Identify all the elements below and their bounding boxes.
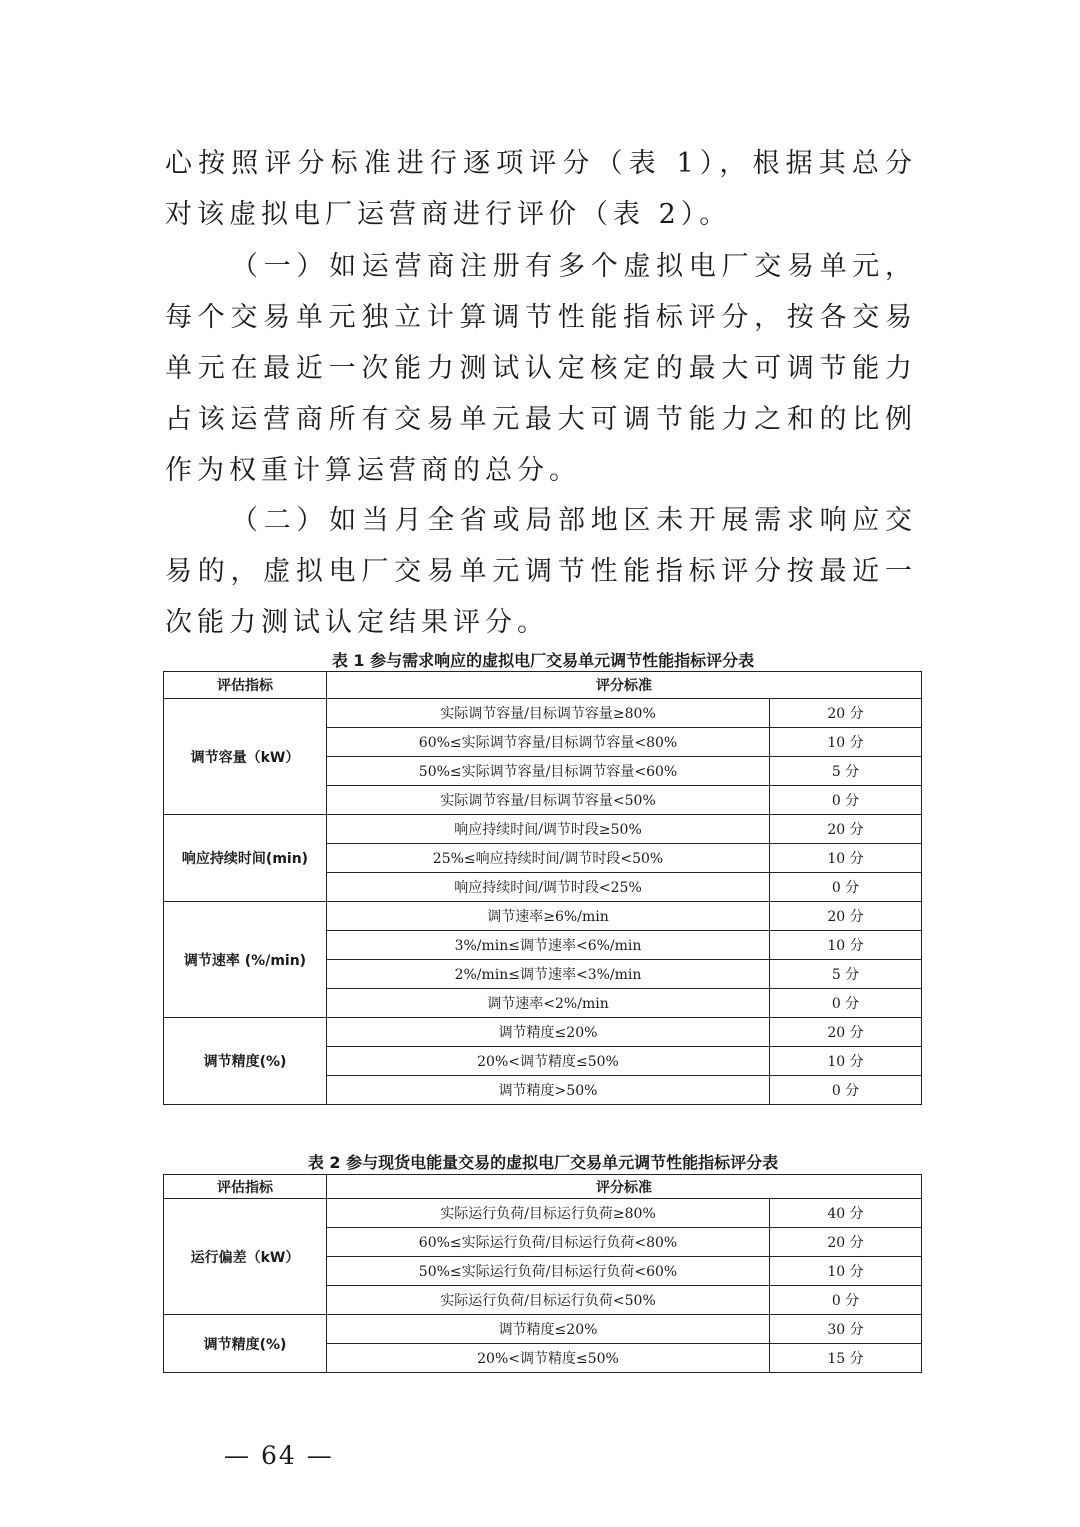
criterion-cell: 3%/min≤调节速率<6%/min <box>327 931 770 960</box>
criterion-cell: 调节速率≥6%/min <box>327 902 770 931</box>
criterion-cell: 实际运行负荷/目标运行负荷<50% <box>327 1286 770 1315</box>
table-row <box>164 699 922 728</box>
criterion-cell: 25%≤响应持续时间/调节时段<50% <box>327 844 770 873</box>
table-row <box>164 902 922 931</box>
criterion-cell: 2%/min≤调节速率<3%/min <box>327 960 770 989</box>
criterion-cell: 调节精度≤20% <box>327 1018 770 1047</box>
body-paragraph-3: （二）如当月全省或局部地区未开展需求响应交易的，虚拟电厂交易单元调节性能指标评分按最近一次能力测试认定结果评分。 <box>165 505 917 638</box>
indicator-cell: 调节容量（kW） <box>164 699 327 815</box>
criterion-cell: 20%<调节精度≤50% <box>327 1344 770 1373</box>
score-cell: 20 分 <box>770 1018 922 1047</box>
indicator-cell: 调节精度(%) <box>164 1315 327 1373</box>
score-cell: 0 分 <box>770 873 922 902</box>
header-standard: 评分标准 <box>327 1175 922 1199</box>
indicator-cell: 调节速率 (%/min) <box>164 902 327 1018</box>
score-cell: 20 分 <box>770 815 922 844</box>
score-cell: 20 分 <box>770 1228 922 1257</box>
table-row <box>164 1018 922 1047</box>
score-cell: 15 分 <box>770 1344 922 1373</box>
indicator-cell: 响应持续时间(min) <box>164 815 327 902</box>
criterion-cell: 响应持续时间/调节时段<25% <box>327 873 770 902</box>
criterion-cell: 响应持续时间/调节时段≥50% <box>327 815 770 844</box>
table-row <box>164 1199 922 1228</box>
body-paragraph-1: 心按照评分标准进行逐项评分（表 1），根据其总分对该虚拟电厂运营商进行评价（表 2）。 <box>165 148 917 230</box>
score-cell: 10 分 <box>770 1257 922 1286</box>
criterion-cell: 实际调节容量/目标调节容量≥80% <box>327 699 770 728</box>
header-indicator: 评估指标 <box>164 672 327 699</box>
criterion-cell: 调节精度≤20% <box>327 1315 770 1344</box>
score-cell: 10 分 <box>770 931 922 960</box>
page-number: — 64 — <box>224 1441 334 1470</box>
table1-caption: 表 1 参与需求响应的虚拟电厂交易单元调节性能指标评分表 <box>331 651 755 670</box>
score-cell: 10 分 <box>770 728 922 757</box>
score-cell: 10 分 <box>770 844 922 873</box>
score-cell: 40 分 <box>770 1199 922 1228</box>
table-row <box>164 1315 922 1344</box>
indicator-cell: 调节精度(%) <box>164 1018 327 1105</box>
table-header-row <box>164 672 922 699</box>
table1 <box>163 671 922 1105</box>
score-cell: 5 分 <box>770 757 922 786</box>
criterion-cell: 调节精度>50% <box>327 1076 770 1105</box>
score-cell: 0 分 <box>770 1076 922 1105</box>
criterion-cell: 20%<调节精度≤50% <box>327 1047 770 1076</box>
header-indicator: 评估指标 <box>164 1175 327 1199</box>
table-row <box>164 815 922 844</box>
header-standard: 评分标准 <box>327 672 922 699</box>
score-cell: 20 分 <box>770 699 922 728</box>
table-header-row <box>164 1175 922 1199</box>
criterion-cell: 50%≤实际运行负荷/目标运行负荷<60% <box>327 1257 770 1286</box>
score-cell: 0 分 <box>770 786 922 815</box>
body-paragraph-2: （一）如运营商注册有多个虚拟电厂交易单元，每个交易单元独立计算调节性能指标评分，按各交易单元在最近一次能力测试认定核定的最大可调节能力占该运营商所有交易单元最大可调节能力之和的比例作为权重计算运营商的总分。 <box>165 251 917 486</box>
table2 <box>163 1174 922 1373</box>
indicator-cell: 运行偏差（kW） <box>164 1199 327 1315</box>
criterion-cell: 实际调节容量/目标调节容量<50% <box>327 786 770 815</box>
score-cell: 5 分 <box>770 960 922 989</box>
score-cell: 20 分 <box>770 902 922 931</box>
criterion-cell: 50%≤实际调节容量/目标调节容量<60% <box>327 757 770 786</box>
criterion-cell: 60%≤实际运行负荷/目标运行负荷<80% <box>327 1228 770 1257</box>
criterion-cell: 实际运行负荷/目标运行负荷≥80% <box>327 1199 770 1228</box>
table2-caption: 表 2 参与现货电能量交易的虚拟电厂交易单元调节性能指标评分表 <box>307 1153 779 1172</box>
criterion-cell: 60%≤实际调节容量/目标调节容量<80% <box>327 728 770 757</box>
score-cell: 0 分 <box>770 989 922 1018</box>
score-cell: 30 分 <box>770 1315 922 1344</box>
criterion-cell: 调节速率<2%/min <box>327 989 770 1018</box>
score-cell: 10 分 <box>770 1047 922 1076</box>
score-cell: 0 分 <box>770 1286 922 1315</box>
